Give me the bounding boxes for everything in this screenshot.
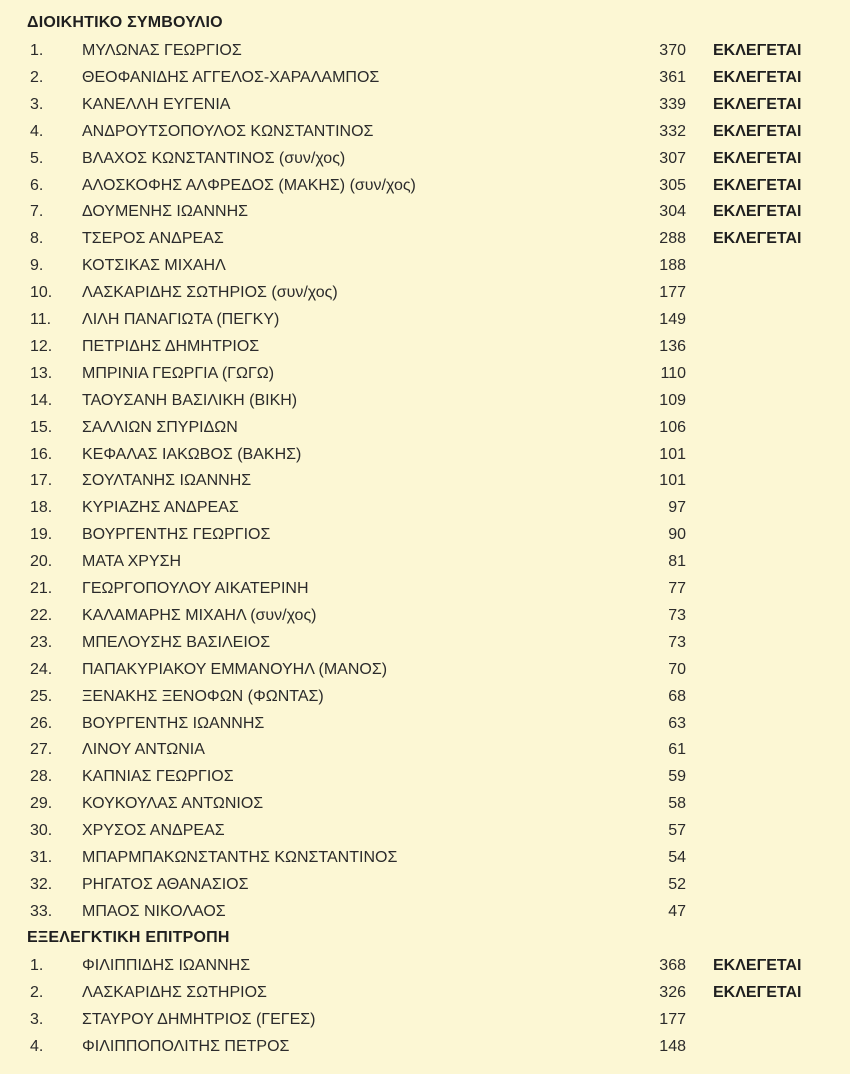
candidate-number: 15. [30,418,53,436]
vote-count: 70 [668,660,686,678]
table-row [0,1037,850,1064]
vote-count: 177 [659,1011,686,1028]
vote-count: 332 [659,122,686,140]
candidate-number: 31. [30,849,53,866]
candidate-name: ΚΑΝΕΛΛΗ ΕΥΓΕΝΙΑ [82,95,231,113]
table-row [0,767,850,794]
table-row [0,525,850,552]
candidate-number: 24. [30,660,53,678]
table-row [0,41,850,68]
candidate-name: ΤΑΟΥΣΑΝΗ ΒΑΣΙΛΙΚΗ (ΒΙΚΗ) [82,391,298,409]
vote-count: 63 [668,714,686,732]
election-status: ΕΚΛΕΓΕΤΑΙ [713,122,802,140]
table-row [0,660,850,687]
table-row [0,310,850,337]
candidate-number: 26. [30,714,53,732]
vote-count: 370 [659,42,686,59]
candidate-number: 4. [30,122,44,140]
candidate-number: 2. [30,68,44,86]
table-row [0,229,850,256]
candidate-number: 11. [30,311,52,328]
table-row [0,848,850,875]
candidate-name: ΦΙΛΙΠΠΙΔΗΣ ΙΩΑΝΝΗΣ [82,957,251,974]
candidate-number: 12. [30,337,53,355]
vote-count: 361 [659,68,686,86]
candidate-number: 8. [30,230,44,248]
election-status: ΕΚΛΕΓΕΤΑΙ [713,42,802,59]
candidate-name: ΧΡΥΣΟΣ ΑΝΔΡΕΑΣ [82,822,225,840]
candidate-name: ΣΟΥΛΤΑΝΗΣ ΙΩΑΝΝΗΣ [82,472,252,490]
candidate-name: ΛΙΝΟΥ ΑΝΤΩΝΙΑ [82,741,205,759]
candidate-name: ΚΑΠΝΙΑΣ ΓΕΩΡΓΙΟΣ [82,768,234,786]
candidate-name: ΠΑΠΑΚΥΡΙΑΚΟΥ ΕΜΜΑΝΟΥΗΛ (ΜΑΝΟΣ) [82,660,388,678]
candidate-number: 23. [30,633,53,651]
candidate-number: 2. [30,984,44,1001]
candidate-number: 29. [30,795,53,813]
candidate-number: 6. [30,176,44,194]
candidate-number: 13. [30,364,53,382]
table-row [0,149,850,176]
candidate-name: ΑΛΟΣΚΟΦΗΣ ΑΛΦΡΕΔΟΣ (ΜΑΚΗΣ) (συν/χος) [82,176,416,194]
vote-count: 149 [659,311,686,328]
table-row [0,95,850,122]
table-row [0,983,850,1010]
candidate-name: ΜΑΤΑ ΧΡΥΣΗ [82,553,182,571]
vote-count: 326 [659,984,686,1001]
candidate-number: 20. [30,553,53,571]
candidate-name: ΚΕΦΑΛΑΣ ΙΑΚΩΒΟΣ (ΒΑΚΗΣ) [82,445,302,463]
election-status: ΕΚΛΕΓΕΤΑΙ [713,203,802,221]
table-row [0,552,850,579]
audit-section-title: ΕΞΕΛΕΓΚΤΙΚΗ ΕΠΙΤΡΟΠΗ [27,929,230,946]
election-status: ΕΚΛΕΓΕΤΑΙ [713,230,802,248]
table-row [0,606,850,633]
candidate-name: ΚΑΛΑΜΑΡΗΣ ΜΙΧΑΗΛ (συν/χος) [82,606,317,624]
candidate-name: ΡΗΓΑΤΟΣ ΑΘΑΝΑΣΙΟΣ [82,875,249,893]
election-status: ΕΚΛΕΓΕΤΑΙ [713,984,802,1001]
candidate-name: ΛΑΣΚΑΡΙΔΗΣ ΣΩΤΗΡΙΟΣ [82,984,267,1001]
table-row [0,498,850,525]
election-status: ΕΚΛΕΓΕΤΑΙ [713,68,802,86]
candidate-name: ΒΟΥΡΓΕΝΤΗΣ ΓΕΩΡΓΙΟΣ [82,526,271,544]
vote-count: 109 [659,391,686,409]
table-row [0,633,850,660]
candidate-number: 17. [30,472,53,490]
candidate-number: 7. [30,203,44,221]
table-row [0,391,850,418]
election-status: ΕΚΛΕΓΕΤΑΙ [713,149,802,167]
candidate-number: 3. [30,1011,44,1028]
candidate-name: ΑΝΔΡΟΥΤΣΟΠΟΥΛΟΣ ΚΩΝΣΤΑΝΤΙΝΟΣ [82,122,374,140]
table-row [0,956,850,983]
vote-count: 339 [659,95,686,113]
candidate-name: ΔΟΥΜΕΝΗΣ ΙΩΑΝΝΗΣ [82,203,249,221]
candidate-number: 9. [30,257,44,275]
vote-count: 368 [659,957,686,974]
vote-count: 97 [668,499,686,517]
candidate-name: ΚΥΡΙΑΖΗΣ ΑΝΔΡΕΑΣ [82,499,239,517]
vote-count: 59 [668,768,686,786]
vote-count: 101 [659,445,686,463]
candidate-name: ΦΙΛΙΠΠΟΠΟΛΙΤΗΣ ΠΕΤΡΟΣ [82,1038,290,1055]
table-row [0,418,850,445]
candidate-name: ΓΕΩΡΓΟΠΟΥΛΟΥ ΑΙΚΑΤΕΡΙΝΗ [82,580,309,597]
table-row [0,68,850,95]
table-row [0,740,850,767]
candidate-name: ΤΣΕΡΟΣ ΑΝΔΡΕΑΣ [82,230,224,248]
table-row [0,364,850,391]
vote-count: 61 [668,741,686,759]
vote-count: 58 [668,795,686,813]
vote-count: 73 [668,633,686,651]
table-row [0,794,850,821]
table-row [0,202,850,229]
candidate-number: 5. [30,149,44,167]
candidate-number: 32. [30,875,53,893]
candidate-name: ΚΟΥΚΟΥΛΑΣ ΑΝΤΩΝΙΟΣ [82,795,264,813]
board-section-title: ΔΙΟΙΚΗΤΙΚΟ ΣΥΜΒΟΥΛΙΟ [27,14,223,31]
table-row [0,579,850,606]
table-row [0,176,850,203]
table-row [0,875,850,902]
vote-count: 177 [659,284,686,302]
table-row [0,256,850,283]
candidate-name: ΜΠΑΡΜΠΑΚΩΝΣΤΑΝΤΗΣ ΚΩΝΣΤΑΝΤΙΝΟΣ [82,849,398,866]
candidate-name: ΛΑΣΚΑΡΙΔΗΣ ΣΩΤΗΡΙΟΣ (συν/χος) [82,284,338,302]
candidate-number: 21. [30,580,53,597]
table-row [0,902,850,929]
candidate-name: ΞΕΝΑΚΗΣ ΞΕΝΟΦΩΝ (ΦΩΝΤΑΣ) [82,687,324,705]
candidate-name: ΒΛΑΧΟΣ ΚΩΝΣΤΑΝΤΙΝΟΣ (συν/χος) [82,149,346,167]
vote-count: 288 [659,230,686,248]
vote-count: 304 [659,203,686,221]
vote-count: 57 [668,822,686,840]
vote-count: 73 [668,606,686,624]
candidate-number: 28. [30,768,53,786]
vote-count: 52 [668,875,686,893]
vote-count: 136 [659,337,686,355]
candidate-name: ΣΑΛΛΙΩΝ ΣΠΥΡΙΔΩΝ [82,418,238,436]
vote-count: 54 [668,849,686,866]
election-status: ΕΚΛΕΓΕΤΑΙ [713,95,802,113]
vote-count: 101 [659,472,686,490]
candidate-number: 16. [30,445,53,463]
vote-count: 188 [659,257,686,275]
candidate-number: 27. [30,741,53,759]
table-row [0,445,850,472]
vote-count: 90 [668,526,686,544]
candidate-number: 30. [30,822,53,840]
candidate-number: 33. [30,902,53,920]
table-row [0,687,850,714]
candidate-number: 22. [30,606,53,624]
table-row [0,714,850,741]
candidate-name: ΠΕΤΡΙΔΗΣ ΔΗΜΗΤΡΙΟΣ [82,337,260,355]
vote-count: 305 [659,176,686,194]
vote-count: 47 [668,902,686,920]
candidate-number: 18. [30,499,53,517]
vote-count: 68 [668,687,686,705]
candidate-name: ΛΙΛΗ ΠΑΝΑΓΙΩΤΑ (ΠΕΓΚΥ) [82,311,280,328]
candidate-name: ΜΠΑΟΣ ΝΙΚΟΛΑΟΣ [82,902,226,920]
candidate-number: 19. [30,526,53,544]
candidate-number: 1. [30,957,44,974]
election-status: ΕΚΛΕΓΕΤΑΙ [713,176,802,194]
table-row [0,283,850,310]
candidate-number: 4. [30,1038,44,1055]
candidate-number: 25. [30,687,53,705]
candidate-name: ΘΕΟΦΑΝΙΔΗΣ ΑΓΓΕΛΟΣ-ΧΑΡΑΛΑΜΠΟΣ [82,68,380,86]
vote-count: 148 [659,1038,686,1055]
table-row [0,471,850,498]
table-row [0,821,850,848]
candidate-name: ΜΠΡΙΝΙΑ ΓΕΩΡΓΙΑ (ΓΩΓΩ) [82,364,275,382]
candidate-name: ΚΟΤΣΙΚΑΣ ΜΙΧΑΗΛ [82,257,226,275]
vote-count: 307 [659,149,686,167]
candidate-name: ΒΟΥΡΓΕΝΤΗΣ ΙΩΑΝΝΗΣ [82,714,265,732]
candidate-name: ΜΥΛΩΝΑΣ ΓΕΩΡΓΙΟΣ [82,42,242,59]
vote-count: 110 [660,364,686,382]
candidate-number: 10. [30,284,53,302]
vote-count: 77 [668,580,686,597]
vote-count: 81 [668,553,686,571]
table-row [0,1010,850,1037]
table-row [0,122,850,149]
candidate-name: ΣΤΑΥΡΟΥ ΔΗΜΗΤΡΙΟΣ (ΓΕΓΕΣ) [82,1011,316,1028]
candidate-number: 1. [30,42,44,59]
candidate-name: ΜΠΕΛΟΥΣΗΣ ΒΑΣΙΛΕΙΟΣ [82,633,271,651]
table-row [0,337,850,364]
vote-count: 106 [659,418,686,436]
candidate-number: 3. [30,95,44,113]
election-status: ΕΚΛΕΓΕΤΑΙ [713,957,802,974]
candidate-number: 14. [30,391,53,409]
